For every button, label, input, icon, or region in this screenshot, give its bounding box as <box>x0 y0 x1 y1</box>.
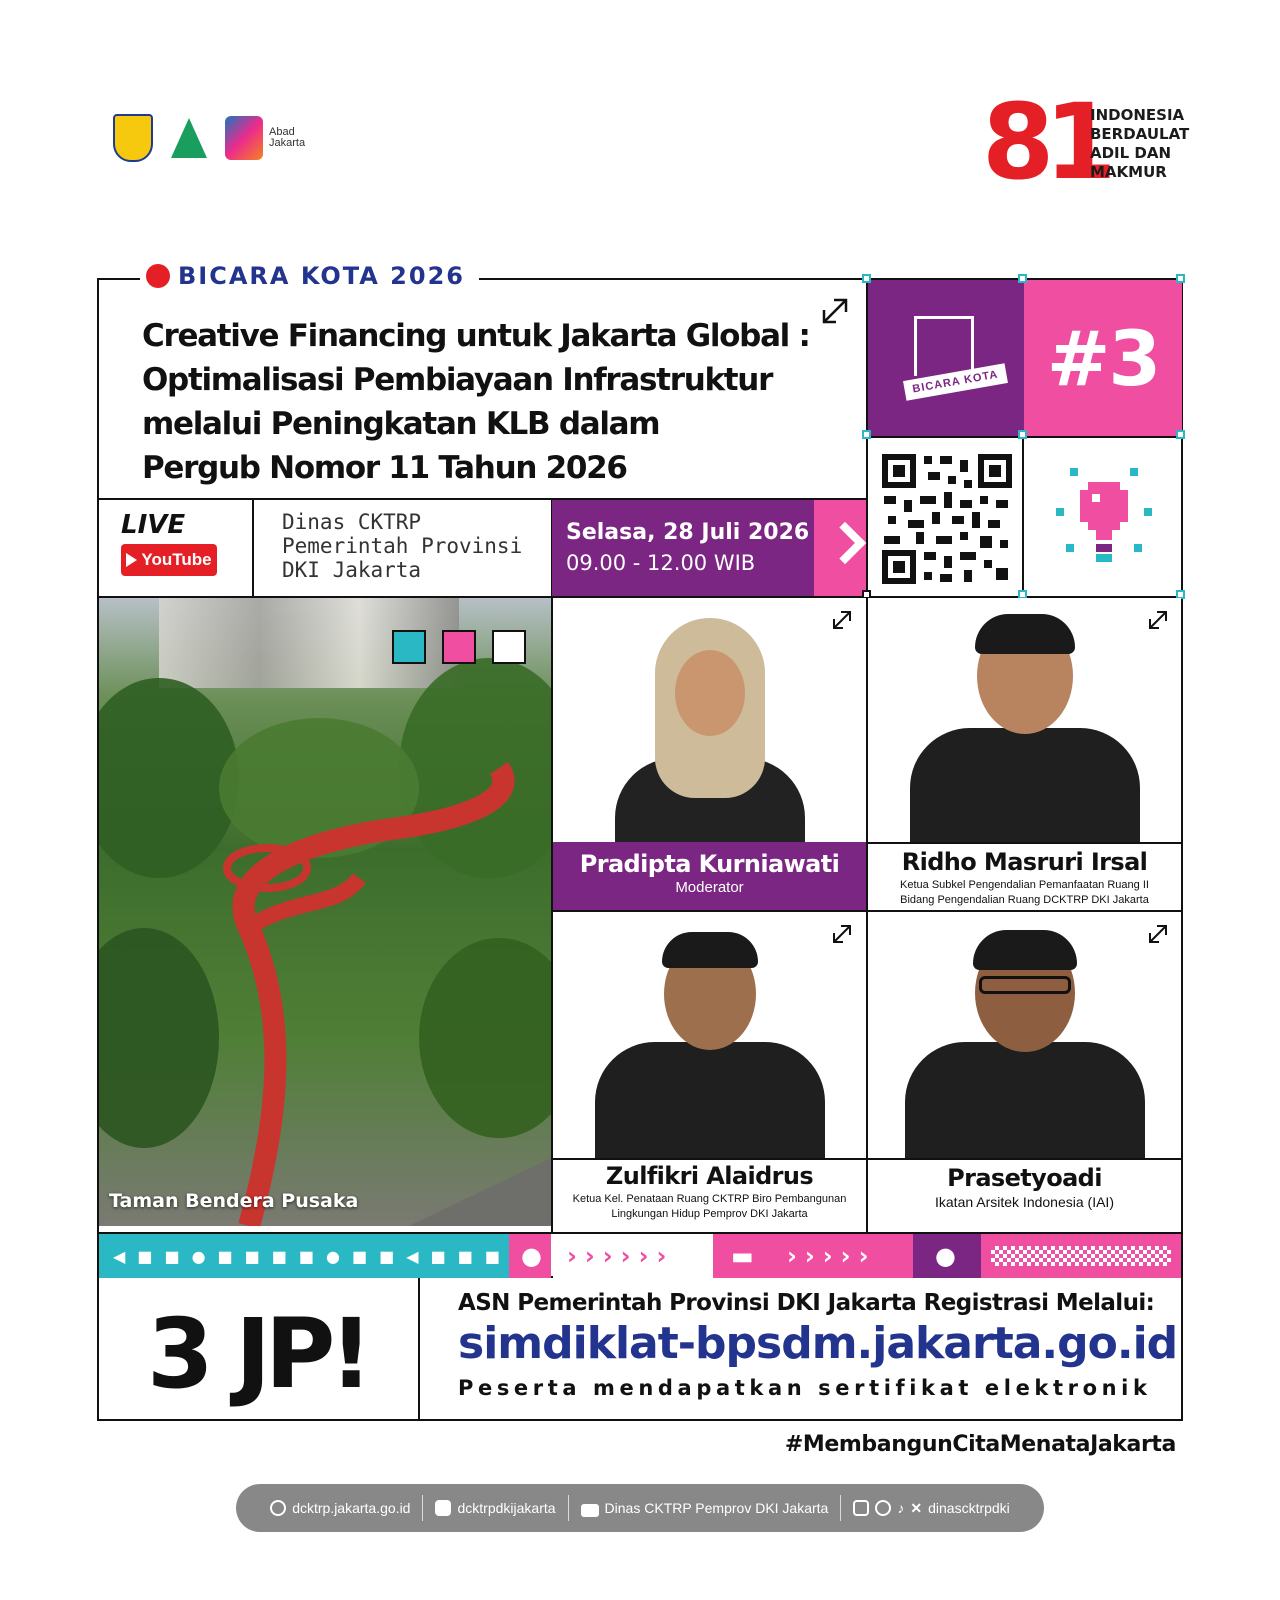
speaker-role: Moderator <box>675 879 744 896</box>
separator <box>568 1495 569 1521</box>
title-line: Creative Financing untuk Jakarta Global : <box>142 318 810 354</box>
footer-youtube[interactable] <box>581 1500 829 1517</box>
episode-number: #3 <box>1024 280 1182 436</box>
red-dot-icon <box>146 264 170 288</box>
chevron-right-icon <box>814 500 866 596</box>
bicara-kota-badge <box>868 280 1024 436</box>
speaker-caption <box>868 842 1181 910</box>
credit-points: 3 JP! <box>147 1298 368 1410</box>
pixel-bulb-icon: ● <box>935 1242 956 1270</box>
pixel-bulb-icon: ● <box>326 1246 340 1266</box>
motto-line: ADIL DAN <box>1090 144 1172 162</box>
speaker-photo <box>553 912 866 1158</box>
chevron-strip: › › › › › › <box>553 1234 713 1278</box>
registration-link[interactable]: simdiklat-bpsdm.jakarta.go.id <box>458 1318 1178 1369</box>
badge-label: BICARA KOTA <box>903 363 1008 401</box>
cktrp-logo <box>167 112 211 164</box>
speaker-role-line: Ketua Kel. Penataan Ruang CKTRP Biro Pembangunan <box>572 1193 847 1205</box>
speaker-hair <box>662 932 758 968</box>
bulb-tile <box>509 1234 551 1278</box>
lightbulb-icon <box>1056 468 1152 574</box>
speaker-body <box>910 728 1140 842</box>
abad-jakarta-mark <box>225 116 263 160</box>
website-label: dcktrp.jakarta.go.id <box>292 1500 411 1516</box>
abad-jakarta-text-1: Abad <box>269 126 295 138</box>
title-line: melalui Peningkatan KLB dalam <box>142 406 660 442</box>
speaker-name: Pradipta Kurniawati <box>579 850 840 878</box>
selection-handle <box>1018 430 1027 439</box>
organizer-line: Pemerintah Provinsi <box>282 534 523 558</box>
abad-jakarta-text-2: Jakarta <box>269 137 306 149</box>
selection-handle <box>862 430 871 439</box>
qr-code-icon[interactable] <box>880 452 1014 586</box>
play-icon <box>126 553 137 567</box>
speaker-name: Ridho Masruri Irsal <box>901 848 1148 876</box>
anniversary-motto <box>1090 106 1189 182</box>
pixel-bulb-icon: ● <box>521 1242 542 1270</box>
chat-tile <box>713 1234 773 1278</box>
shrink-icon <box>442 630 476 664</box>
anniversary-number: 81 <box>982 81 1107 203</box>
speaker-face <box>675 650 745 736</box>
expand-icon <box>831 923 853 945</box>
selection-handle <box>1176 274 1185 283</box>
registration-heading: ASN Pemerintah Provinsi DKI Jakarta Registrasi Melalui: <box>458 1290 1155 1316</box>
speaker-caption <box>868 1158 1181 1232</box>
youtube-icon <box>581 1504 599 1517</box>
anniversary-81-logo <box>982 81 1107 203</box>
photo-caption: Taman Bendera Pusaka <box>109 1190 359 1212</box>
motto-line: MAKMUR <box>1090 163 1167 181</box>
footer-social[interactable] <box>853 1500 1009 1517</box>
series-label <box>140 262 479 290</box>
speaker-photo <box>868 598 1181 842</box>
teal-strip: ◀ ■ ■ ● ■ ■ ■ ■ ● ■ ■ ◀ ■ ■ ■ <box>99 1234 509 1278</box>
jakarta-crest-logo <box>113 114 153 162</box>
chevron-right-icon <box>392 630 426 664</box>
divider <box>252 498 254 596</box>
photo-icons <box>392 630 526 664</box>
title-line: Pergub Nomor 11 Tahun 2026 <box>142 450 627 486</box>
red-bridge <box>99 598 551 1226</box>
footer-facebook[interactable] <box>435 1500 555 1516</box>
pixel-arrow-left-icon: ◀ <box>113 1246 126 1266</box>
expand-icon <box>1147 609 1169 631</box>
footer-website[interactable] <box>270 1500 410 1516</box>
selection-handle <box>1176 430 1185 439</box>
eyeglasses-icon <box>979 976 1071 994</box>
footer-contacts <box>236 1484 1044 1532</box>
platform-label: YouTube <box>141 550 212 569</box>
facebook-icon <box>435 1500 451 1516</box>
speaker-hair <box>973 930 1077 970</box>
live-label: LIVE <box>121 510 186 540</box>
expand-icon <box>492 630 526 664</box>
abad-jakarta-logo <box>225 116 305 160</box>
live-youtube-badge <box>121 510 241 584</box>
event-title <box>142 314 842 490</box>
speaker-name: Prasetyoadi <box>947 1164 1102 1192</box>
social-label: dinascktrpdki <box>928 1500 1010 1516</box>
venue-photo <box>99 598 551 1226</box>
speaker-role-line: Lingkungan Hidup Pemprov DKI Jakarta <box>611 1208 808 1220</box>
certificate-note: Peserta mendapatkan sertifikat elektronik <box>458 1376 1152 1400</box>
facebook-label: dcktrpdkijakarta <box>457 1500 556 1516</box>
campaign-hashtag: #MembangunCitaMenataJakarta <box>784 1432 1176 1457</box>
selection-handle <box>862 274 871 283</box>
expand-icon <box>831 609 853 631</box>
speaker-photo <box>868 912 1181 1158</box>
checker-pattern <box>991 1246 1171 1266</box>
speaker-name: Zulfikri Alaidrus <box>605 1162 814 1190</box>
globe-icon <box>270 1500 286 1516</box>
speaker-photo <box>553 598 866 842</box>
motto-line: BERDAULAT <box>1090 125 1190 143</box>
divider <box>418 1276 420 1421</box>
youtube-label: Dinas CKTRP Pemprov DKI Jakarta <box>604 1500 829 1516</box>
organizer-line: DKI Jakarta <box>282 558 422 582</box>
x-icon: ✕ <box>910 1499 923 1516</box>
speaker-body <box>595 1042 825 1158</box>
expand-icon <box>820 296 850 326</box>
speaker-role-line: Ikatan Arsitek Indonesia (IAI) <box>935 1194 1114 1210</box>
chevron-strip-pink: › › › › › <box>773 1234 913 1278</box>
event-date: Selasa, 28 Juli 2026 <box>566 520 810 545</box>
checker-strip <box>981 1234 1181 1278</box>
tiktok-icon: ♪ <box>897 1500 905 1516</box>
event-schedule <box>552 500 814 596</box>
expand-icon <box>1147 923 1169 945</box>
threads-icon <box>875 1500 891 1516</box>
pixel-chat-icon: ▬ <box>731 1242 754 1270</box>
organizer-line: Dinas CKTRP <box>282 510 422 534</box>
speaker-body <box>905 1042 1145 1158</box>
motto-line: INDONESIA <box>1090 106 1185 124</box>
instagram-icon <box>853 1500 869 1516</box>
speaker-caption <box>553 1158 866 1232</box>
partner-logos <box>113 112 305 164</box>
title-line: Optimalisasi Pembiayaan Infrastruktur <box>142 362 773 398</box>
divider <box>1022 436 1024 596</box>
speaker-role-line: Ketua Subkel Pengendalian Pemanfaatan Ruang II <box>900 879 1149 891</box>
city-tower-icon <box>914 316 974 376</box>
organizer <box>282 510 522 582</box>
youtube-logo <box>121 544 217 576</box>
separator <box>422 1495 423 1521</box>
selection-handle <box>1018 274 1027 283</box>
pixel-megaphone-icon: ◀ <box>406 1246 419 1266</box>
speaker-role-line: Bidang Pengendalian Ruang DCKTRP DKI Jakarta <box>900 894 1149 906</box>
speaker-hair <box>975 614 1075 654</box>
event-time: 09.00 - 12.00 WIB <box>566 551 756 575</box>
separator <box>840 1495 841 1521</box>
speaker-caption <box>553 842 866 910</box>
series-title: BICARA KOTA 2026 <box>178 262 465 290</box>
pixel-person-icon: ● <box>191 1246 206 1266</box>
bulb-tile-purple <box>913 1234 981 1278</box>
